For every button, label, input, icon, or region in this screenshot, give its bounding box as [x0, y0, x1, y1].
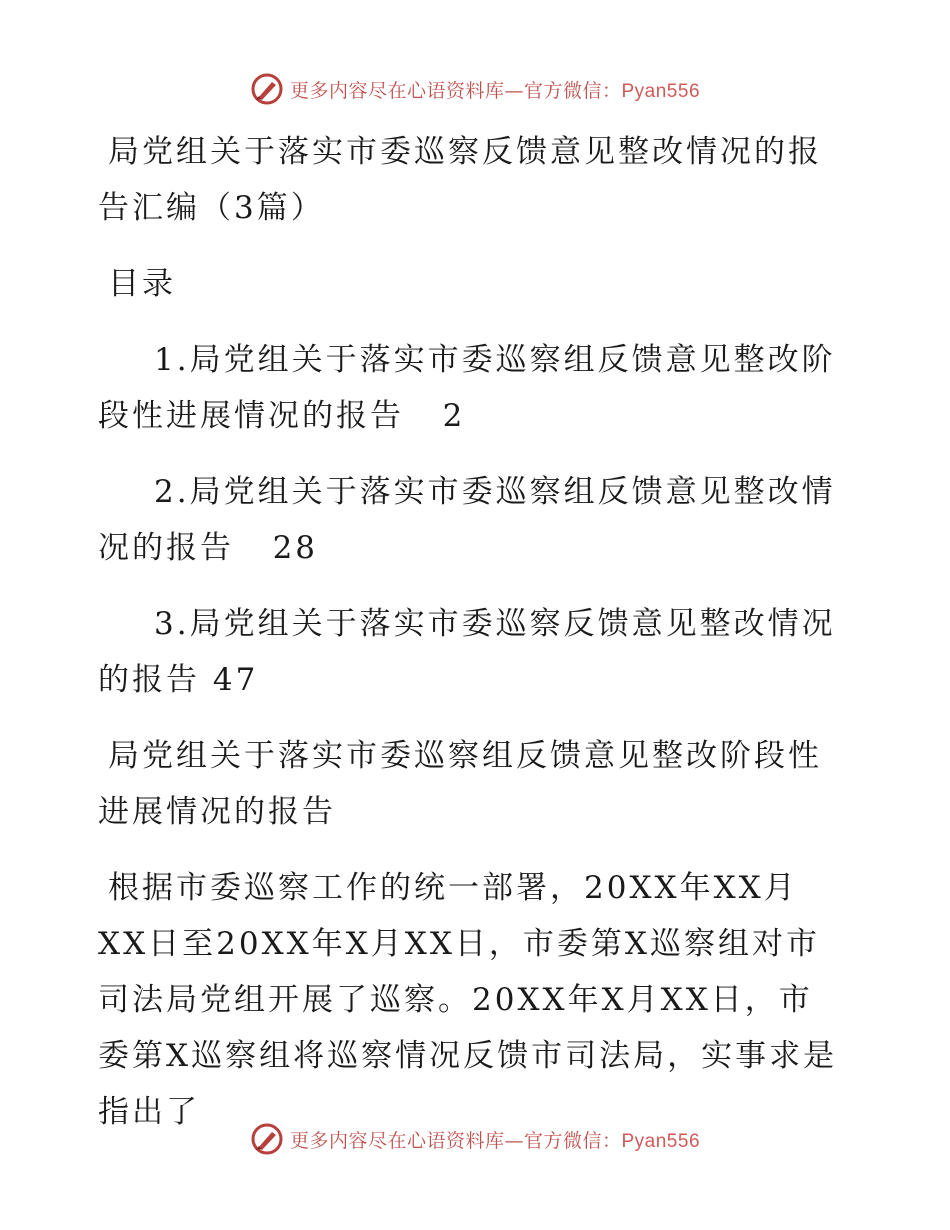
banner-text: [290, 76, 700, 103]
header-banner: [0, 72, 950, 106]
toc-item-text: 2.局党组关于落实市委巡察组反馈意见整改情况的报告: [98, 474, 836, 566]
toc-item-page: 2: [442, 398, 466, 434]
footer-banner: [0, 1122, 950, 1156]
toc-item-text: 3.局党组关于落实市委巡察反馈意见整改情况的报告: [98, 606, 836, 698]
banner-text: [290, 1126, 700, 1153]
banner-wechat-id: Pyan556: [621, 1130, 701, 1152]
toc-heading: 目录: [108, 266, 176, 302]
toc-item-page: 28: [272, 530, 319, 566]
body-paragraph: 根据市委巡察工作的统一部署，20XX年XX月XX日至20XX年X月XX日，市委第X巡察组对市司法局党组开展了巡察。20XX年X月XX日，市委第X巡察组将巡察情况反馈市司法局，实事求是指出了: [98, 870, 838, 1130]
banner-caption: 更多内容尽在心语资料库—官方微信：: [289, 79, 622, 102]
toc-item-2[interactable]: [98, 464, 838, 576]
toc-item-page: 47: [212, 662, 259, 698]
banner-caption: 更多内容尽在心语资料库—官方微信：: [289, 1129, 622, 1152]
toc-item-3[interactable]: [98, 596, 838, 708]
banner-wechat-id: Pyan556: [621, 80, 701, 102]
section-title: 局党组关于落实市委巡察组反馈意见整改阶段性进展情况的报告: [98, 738, 822, 830]
document-body: [98, 124, 838, 1160]
toc-item-1[interactable]: [98, 332, 838, 444]
document-title: 局党组关于落实市委巡察反馈意见整改情况的报告汇编（3篇）: [98, 134, 822, 226]
pen-logo-icon: [250, 72, 284, 106]
pen-logo-icon: [250, 1122, 284, 1156]
toc-item-text: 1.局党组关于落实市委巡察组反馈意见整改阶段性进展情况的报告: [98, 342, 836, 434]
